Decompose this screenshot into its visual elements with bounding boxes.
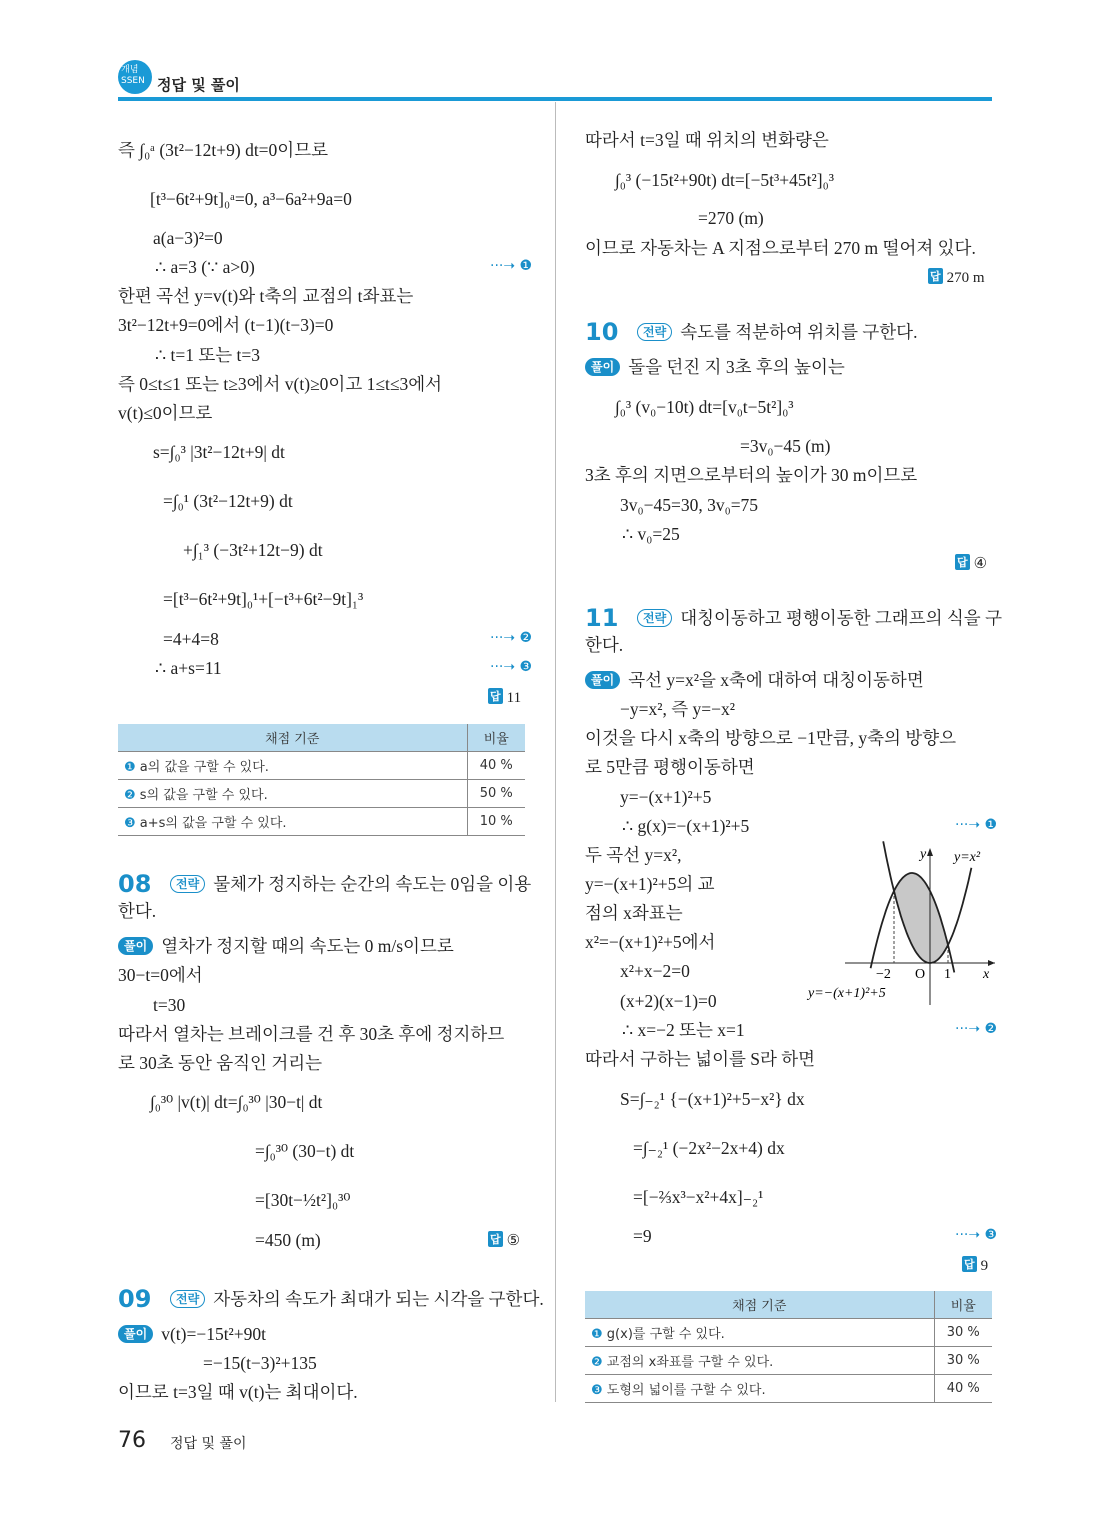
answer-icon: 답: [490, 690, 501, 703]
solution-line: 따라서 t=3일 때 위치의 변화량은: [585, 130, 829, 150]
solution-line: y=−(x+1)²+5: [620, 787, 712, 807]
solution-line: 점의 x좌표는: [585, 903, 683, 923]
solution-line: =∫₀¹ (3t²−12t+9) dt: [163, 491, 293, 511]
solution-line: =∫₀³⁰ (30−t) dt: [255, 1141, 355, 1161]
table-row: [585, 1318, 992, 1346]
ratio: 30 %: [934, 1318, 992, 1346]
solution-line: 3초 후의 지면으로부터의 높이가 30 m이므로: [585, 465, 918, 485]
strategy-line: [170, 873, 531, 895]
solution-line: 3t²−12t+9=0에서 (t−1)(t−3)=0: [118, 315, 334, 335]
solution-line: x²+x−2=0: [620, 961, 690, 981]
solution-line: 한편 곡선 y=v(t)와 t축의 교점의 t좌표는: [118, 286, 414, 306]
strategy-tag: 전략: [637, 609, 672, 627]
criterion: 교점의 x좌표를 구할 수 있다.: [606, 1354, 774, 1370]
solution-line: ∴ a=3 (∵ a>0): [155, 257, 255, 277]
criterion: g(x)를 구할 수 있다.: [606, 1326, 725, 1342]
solution-line: 로 30초 동안 움직인 거리는: [118, 1053, 323, 1073]
answer: [962, 1256, 988, 1275]
answer: [928, 268, 985, 287]
solution-line: ∫₀³ (−15t²+90t) dt=[−5t³+45t²]₀³: [615, 170, 834, 190]
solution-tag: 풀이: [118, 1325, 153, 1343]
solution-tag: 풀이: [585, 358, 620, 376]
step-number: ❶: [124, 759, 136, 775]
column-divider: [555, 102, 556, 1402]
criterion: a의 값을 구할 수 있다.: [139, 759, 269, 775]
problem-number: 11: [585, 604, 619, 632]
solution-line: v(t)≤0이므로: [118, 403, 213, 423]
curve-label: y=−(x+1)²+5: [808, 986, 886, 1001]
answer-icon: 답: [957, 556, 968, 569]
solution-line: x²=−(x+1)²+5에서: [585, 932, 716, 952]
criterion: 도형의 넓이를 구할 수 있다.: [606, 1382, 766, 1398]
strategy-tag: 전략: [170, 1290, 205, 1308]
solution-line: =[30t−½t²]₀³⁰: [255, 1190, 351, 1210]
curve-label: y=x²: [954, 850, 981, 865]
solution-line: 따라서 구하는 넓이를 S라 하면: [585, 1049, 816, 1069]
solution-line: 두 곡선 y=x²,: [585, 845, 682, 865]
answer: [488, 688, 521, 707]
table-row: [118, 779, 525, 807]
solution-line: a(a−3)²=0: [153, 228, 223, 248]
strategy-line: 한다.: [118, 901, 157, 921]
origin-label: O: [915, 967, 926, 982]
solution-line: =3v₀−45 (m): [740, 436, 831, 456]
answer-value: 270 m: [946, 270, 985, 286]
solution-line: 로 5만큼 평행이동하면: [585, 757, 755, 777]
ratio: 40 %: [467, 751, 525, 779]
solution-line: +∫₁³ (−3t²+12t−9) dt: [183, 540, 323, 560]
strategy-tag: 전략: [637, 323, 672, 341]
step-marker: ···➝ ❶: [490, 258, 533, 274]
solution-line: 즉 0≤t≤1 또는 t≥3에서 v(t)≥0이고 1≤t≤3에서: [118, 374, 442, 394]
solution-line: 30−t=0에서: [118, 965, 203, 985]
problem-number: 09: [118, 1285, 152, 1313]
step-number: ❸: [591, 1382, 603, 1398]
ratio: 30 %: [934, 1346, 992, 1374]
page-number: 76: [118, 1428, 146, 1453]
solution-line: ∴ x=−2 또는 x=1: [622, 1020, 745, 1040]
step-marker: ···➝ ❷: [490, 630, 533, 646]
strategy-text: 속도를 적분하여 위치를 구한다.: [680, 322, 918, 342]
table-row: [585, 1346, 992, 1374]
answer: [955, 554, 987, 573]
solution-line: v(t)=−15t²+90t: [161, 1324, 267, 1344]
tick-label: 1: [944, 967, 951, 982]
answer-icon: 답: [490, 1233, 501, 1246]
criterion: s의 값을 구할 수 있다.: [139, 787, 268, 803]
solution-line: 돌을 던진 지 3초 후의 높이는: [628, 357, 845, 377]
solution-line: ∫₀³⁰ |v(t)| dt=∫₀³⁰ |30−t| dt: [150, 1092, 323, 1112]
strategy-text: 물체가 정지하는 순간의 속도는 0임을 이용: [213, 874, 532, 894]
solution-line: 곡선 y=x²을 x축에 대하여 대칭이동하면: [628, 670, 924, 690]
solution-line: =−15(t−3)²+135: [203, 1353, 317, 1373]
solution-line: 즉 ∫₀ᵃ (3t²−12t+9) dt=0이므로: [118, 140, 329, 160]
solution-line: t=30: [153, 995, 186, 1015]
solution-line: 열차가 정지할 때의 속도는 0 m/s이므로: [161, 936, 454, 956]
solution-line: =9: [633, 1226, 652, 1246]
y-axis-arrow: [927, 848, 933, 856]
solution-line: 이므로 t=3일 때 v(t)는 최대이다.: [118, 1382, 358, 1402]
table-header: 채점 기준: [585, 1291, 934, 1318]
solution-line: s=∫₀³ |3t²−12t+9| dt: [153, 442, 285, 462]
ratio: 50 %: [467, 779, 525, 807]
solution-line: =450 (m): [255, 1230, 321, 1250]
y-label: y: [920, 847, 927, 862]
table-header: 비율: [934, 1291, 992, 1318]
logo-text: SSEN: [121, 76, 145, 86]
answer-value: 11: [506, 690, 522, 706]
strategy-text: 대칭이동하고 평행이동한 그래프의 식을 구: [680, 608, 1002, 628]
step-marker: ···➝ ❸: [490, 659, 533, 675]
solution-line: y=−(x+1)²+5의 교: [585, 874, 715, 894]
problem-number: 10: [585, 318, 619, 346]
solution-line: ∴ v₀=25: [622, 524, 680, 544]
table-row: [118, 751, 525, 779]
solution-tag: 풀이: [585, 671, 620, 689]
ratio: 40 %: [934, 1374, 992, 1402]
solution-line: [t³−6t²+9t]₀ᵃ=0, a³−6a²+9a=0: [150, 189, 352, 209]
solution-tag: 풀이: [118, 937, 153, 955]
solution-line: S=∫₋₂¹ {−(x+1)²+5−x²} dx: [620, 1089, 805, 1109]
answer-value: ④: [973, 556, 988, 572]
step-number: ❶: [591, 1326, 603, 1342]
solution-line: =[−⅔x³−x²+4x]₋₂¹: [633, 1187, 764, 1207]
step-number: ❸: [124, 815, 136, 831]
solution-line: =4+4=8: [163, 629, 219, 649]
solution-line: 따라서 열차는 브레이크를 건 후 30초 후에 정지하므: [118, 1024, 505, 1044]
answer: [488, 1231, 520, 1250]
x-axis-arrow: [988, 960, 995, 966]
solution-line: =270 (m): [698, 208, 764, 228]
solution-line: =[t³−6t²+9t]₀¹+[−t³+6t²−9t]₁³: [163, 589, 364, 609]
table-row: [118, 807, 525, 835]
solution-line: 이므로 자동차는 A 지점으로부터 270 m 떨어져 있다.: [585, 238, 976, 258]
answer-icon: 답: [964, 1258, 975, 1271]
parabola-graph: [800, 840, 1000, 1010]
header-rule: [118, 97, 992, 101]
solution-line: 이것을 다시 x축의 방향으로 −1만큼, y축의 방향으: [585, 728, 957, 748]
criterion: a+s의 값을 구할 수 있다.: [139, 815, 287, 831]
footer-title: 정답 및 풀이: [170, 1436, 247, 1452]
ratio: 10 %: [467, 807, 525, 835]
step-number: ❷: [124, 787, 136, 803]
strategy-tag: 전략: [170, 875, 205, 893]
x-label: x: [983, 967, 990, 982]
step-marker: ···➝ ❸: [955, 1227, 998, 1243]
solution-line: (x+2)(x−1)=0: [620, 991, 717, 1011]
step-number: ❷: [591, 1354, 603, 1370]
table-header: 채점 기준: [118, 724, 467, 751]
tick-label: −2: [876, 967, 891, 982]
strategy-text: 자동차의 속도가 최대가 되는 시각을 구한다.: [213, 1289, 544, 1309]
solution-line: 3v₀−45=30, 3v₀=75: [620, 495, 759, 515]
solution-line: ∫₀³ (v₀−10t) dt=[v₀t−5t²]₀³: [615, 397, 794, 417]
logo-text: 개념: [121, 65, 139, 75]
answer-icon: 답: [930, 270, 941, 283]
solution-line: =∫₋₂¹ (−2x²−2x+4) dx: [633, 1138, 785, 1158]
grading-table: [585, 1291, 992, 1403]
problem-number: 08: [118, 870, 152, 898]
grading-table: [118, 724, 525, 836]
answer-value: 9: [980, 1258, 989, 1274]
strategy-line: 한다.: [585, 635, 624, 655]
solution-line: ∴ t=1 또는 t=3: [155, 345, 261, 365]
brand-logo: [118, 60, 152, 94]
table-header: 비율: [467, 724, 525, 751]
answer-value: ⑤: [506, 1233, 521, 1249]
step-marker: ···➝ ❷: [955, 1021, 998, 1037]
step-marker: ···➝ ❶: [955, 817, 998, 833]
solution-line: ∴ g(x)=−(x+1)²+5: [622, 816, 750, 836]
header-title: 정답 및 풀이: [157, 76, 240, 94]
solution-line: ∴ a+s=11: [155, 658, 222, 678]
table-row: [585, 1374, 992, 1402]
solution-line: −y=x², 즉 y=−x²: [620, 699, 736, 719]
